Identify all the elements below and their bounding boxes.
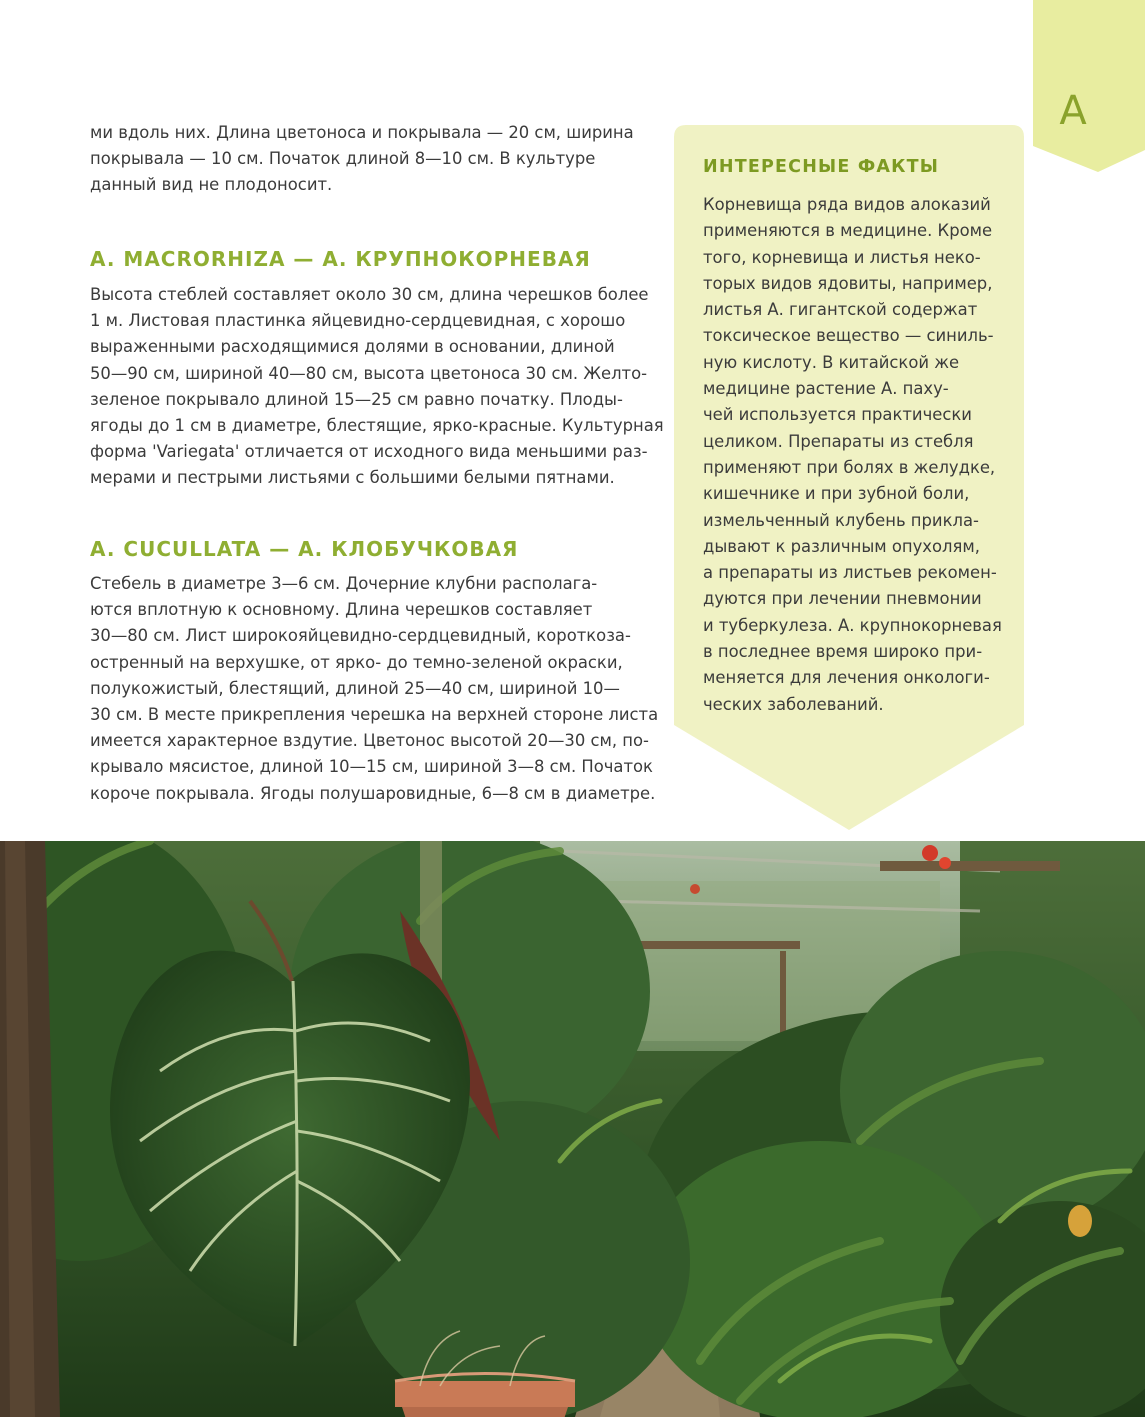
text-line: зеленое покрывало длиной 15—25 см равно початку. Плоды- — [90, 389, 623, 409]
text-line: применяют при болях в желудке, — [703, 457, 996, 477]
text-line: дуются при лечении пневмонии — [703, 589, 982, 609]
facts-title: ИНТЕРЕСНЫЕ ФАКТЫ — [703, 157, 940, 177]
text-line: короче покрывала. Ягоды полушаровидные, 6—8 см в диаметре. — [90, 783, 656, 803]
facts-sidebar — [674, 125, 1024, 830]
text-line: форма 'Variegata' отличается от исходного вида меньшими раз- — [90, 442, 648, 462]
text-line: крывало мясистое, длиной 10—15 см, шириной 3—8 см. Початок — [90, 757, 653, 777]
greenhouse-photo — [0, 841, 1145, 1417]
text-line: ческих заболеваний. — [703, 694, 884, 714]
text-line: 1 м. Листовая пластинка яйцевидно-сердцевидная, с хорошо — [90, 311, 626, 331]
text-line: имеется характерное вздутие. Цветонос высотой 20—30 см, по- — [90, 731, 649, 751]
text-line: кишечнике и при зубной боли, — [703, 484, 970, 504]
greenhouse-illustration — [0, 841, 1145, 1417]
text-line: 30—80 см. Лист широкояйцевидно-сердцевидный, короткоза- — [90, 626, 631, 646]
text-line: измельченный клубень прикла- — [703, 510, 979, 530]
cucullata-paragraph — [90, 571, 658, 807]
text-line: Корневища ряда видов алоказий — [703, 195, 991, 214]
facts-paragraph — [703, 192, 1002, 718]
tab-shape — [1033, 0, 1145, 172]
text-line: токсическое вещество — синиль- — [703, 326, 994, 346]
text-line: ную кислоту. В китайской же — [703, 352, 960, 372]
text-line: 50—90 см, шириной 40—80 см, высота цветоноса 30 см. Желто- — [90, 363, 648, 383]
text-line: выраженными расходящимися долями в основании, длиной — [90, 337, 615, 357]
text-line: остренный на верхушке, от ярко- до темно-зеленой окраски, — [90, 652, 623, 672]
text-line: полукожистый, блестящий, длиной 25—40 см, шириной 10— — [90, 678, 620, 698]
text-line: дывают к различным опухолям, — [703, 536, 980, 556]
intro-paragraph — [90, 120, 634, 199]
section-heading-cucullata: A. CUCULLATA — А. КЛОБУЧКОВАЯ — [90, 537, 519, 561]
text-line: листья А. гигантской содержат — [703, 300, 978, 320]
tab-letter: A — [1059, 88, 1087, 134]
text-line: ми вдоль них. Длина цветоноса и покрывала — 20 см, ширина — [90, 123, 634, 142]
text-line: медицине растение А. паху- — [703, 379, 949, 399]
text-line: того, корневища и листья неко- — [703, 247, 981, 267]
text-line: 30 см. В месте прикрепления черешка на верхней стороне листа — [90, 705, 659, 725]
text-line: и туберкулеза. А. крупнокорневая — [703, 615, 1002, 635]
text-line: а препараты из листьев рекомен- — [703, 563, 997, 583]
text-line: чей используется практически — [703, 405, 972, 425]
text-line: ягоды до 1 см в диаметре, блестящие, ярко-красные. Культурная — [90, 416, 664, 436]
text-line: применяются в медицине. Кроме — [703, 221, 993, 241]
alphabet-tab — [1033, 0, 1145, 172]
text-line: мерами и пестрыми листьями с большими белыми пятнами. — [90, 468, 615, 488]
text-line: торых видов ядовиты, например, — [703, 273, 993, 293]
text-line: ются вплотную к основному. Длина черешков составляет — [90, 600, 593, 620]
text-line: данный вид не плодоносит. — [90, 175, 333, 195]
text-line: меняется для лечения онкологи- — [703, 668, 990, 688]
text-line: Высота стеблей составляет около 30 см, длина черешков более — [90, 285, 649, 304]
text-line: покрывала — 10 см. Початок длиной 8—10 см. В культуре — [90, 149, 596, 169]
text-line: целиком. Препараты из стебля — [703, 431, 974, 451]
text-line: Стебель в диаметре 3—6 см. Дочерние клубни располага- — [90, 574, 598, 593]
macrorhiza-paragraph — [90, 282, 664, 492]
section-heading-macrorhiza: A. MACRORHIZA — А. КРУПНОКОРНЕВАЯ — [90, 247, 591, 271]
text-line: в последнее время широко при- — [703, 642, 983, 662]
